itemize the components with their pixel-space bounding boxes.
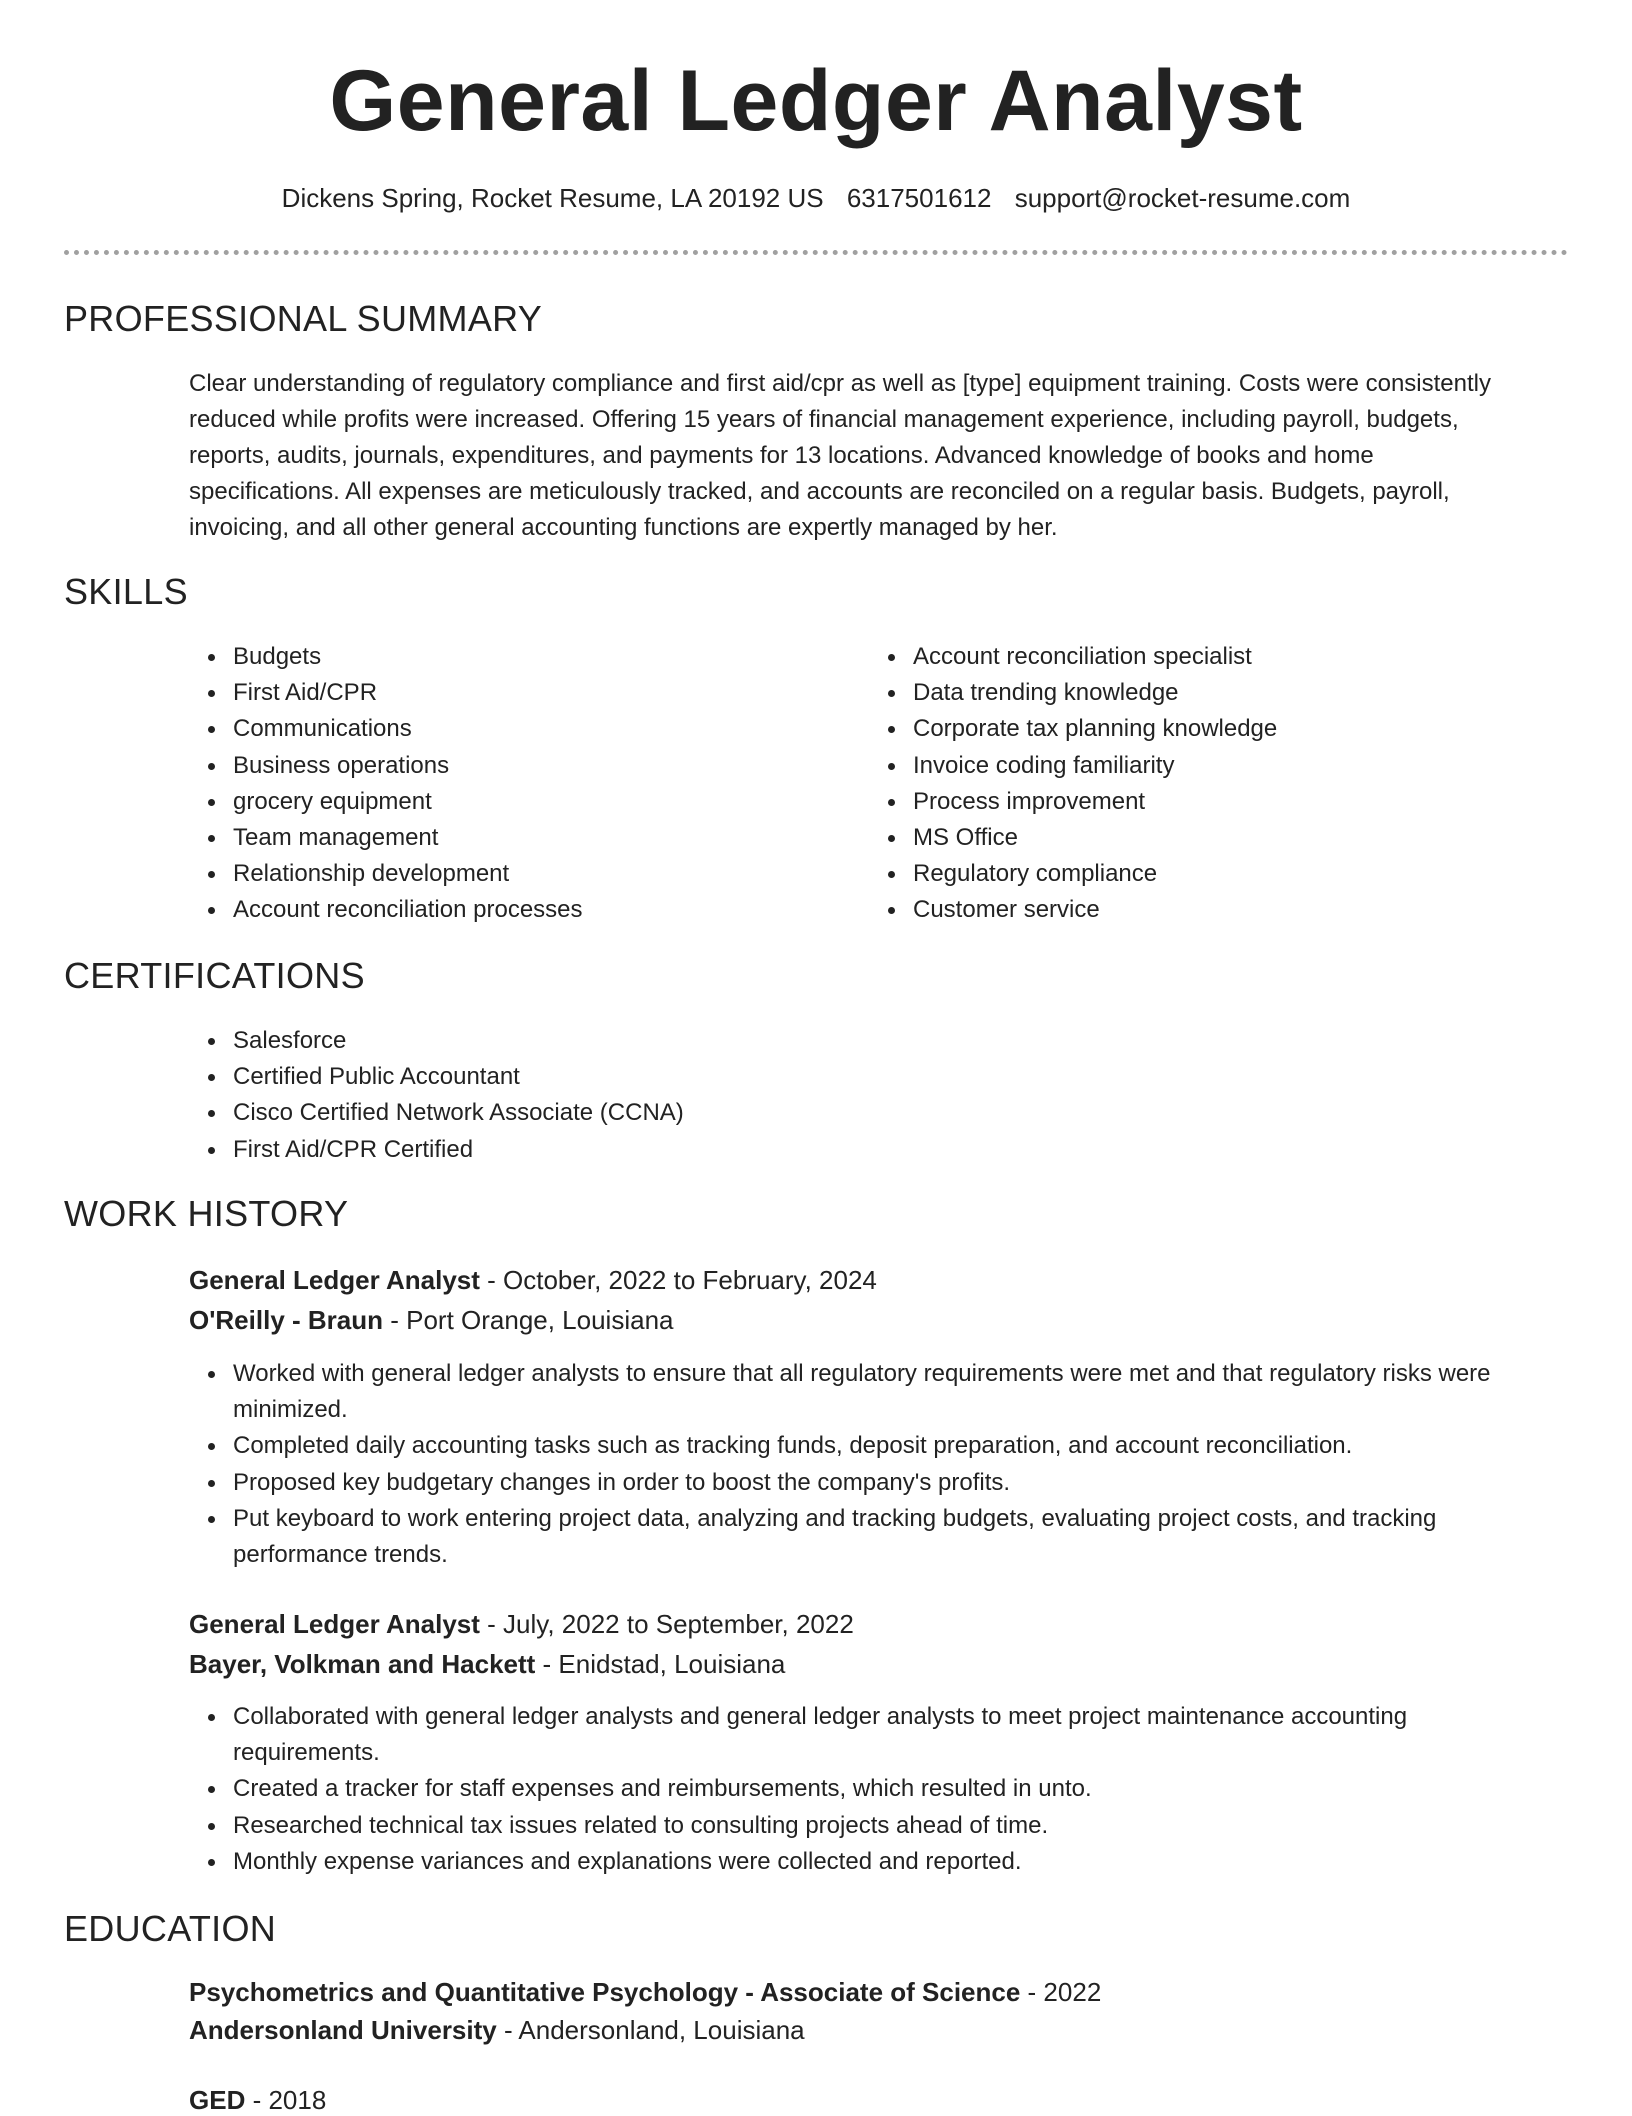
certification-item: Salesforce <box>233 1023 1533 1059</box>
job-location: - Port Orange, Louisiana <box>383 1305 674 1335</box>
education-location: - Andersonland, Louisiana <box>496 2015 805 2045</box>
bullet-line: Researched technical tax issues related to consulting projects ahead of time. <box>233 1811 1049 1839</box>
skill-item: Relationship development <box>233 856 853 892</box>
education-degree: Psychometrics and Quantitative Psychology - Associate of Science <box>189 1977 1021 2007</box>
bullet-line: Proposed key budgetary changes in order to boost the company's profits. <box>233 1468 1011 1496</box>
summary-line: reduced while profits were increased. Offering 15 years of financial management experience, including payroll, budgets, <box>189 406 1459 433</box>
job-bullets <box>189 1699 1593 1880</box>
skills-list-right <box>869 639 1573 929</box>
skill-item: Business operations <box>233 748 853 784</box>
email-link[interactable]: support@rocket-resume.com <box>1014 183 1351 213</box>
job-bullet <box>233 1428 1593 1464</box>
summary-line: reports, audits, journals, expenditures, and payments for 13 locations. Advanced knowledge of books and home <box>189 442 1374 469</box>
bullet-line: Created a tracker for staff expenses and reimbursements, which resulted in unto. <box>233 1775 1092 1803</box>
bullet-line: Collaborated with general ledger analysts and general ledger analysts to meet project maintenance accounting <box>233 1703 1408 1730</box>
header-divider <box>64 250 1568 255</box>
education-school: Andersonland University <box>189 2015 497 2045</box>
certifications-heading: CERTIFICATIONS <box>64 955 365 996</box>
bullet-line: performance trends. <box>233 1541 448 1569</box>
job-bullet <box>233 1501 1593 1573</box>
job-bullet <box>233 1808 1593 1844</box>
job-dates: - July, 2022 to September, 2022 <box>479 1609 854 1639</box>
job-company-line <box>189 1305 674 1336</box>
bullet-line: Monthly expense variances and explanations were collected and reported. <box>233 1847 1022 1875</box>
job-bullet <box>233 1356 1593 1428</box>
certification-item: Certified Public Accountant <box>233 1059 1533 1095</box>
skill-item: MS Office <box>913 820 1573 856</box>
job-bullet <box>233 1465 1593 1501</box>
work-history-heading: WORK HISTORY <box>64 1193 349 1234</box>
job-title-line <box>189 1265 877 1296</box>
skill-item: Account reconciliation processes <box>233 892 853 928</box>
summary-heading: PROFESSIONAL SUMMARY <box>64 298 543 339</box>
phone: 6317501612 <box>846 183 992 213</box>
education-school-line <box>189 2015 805 2046</box>
skills-list-left <box>189 639 853 929</box>
summary-text <box>189 366 1569 546</box>
skill-item: Data trending knowledge <box>913 675 1573 711</box>
bullet-line: requirements. <box>233 1739 380 1767</box>
job-role: General Ledger Analyst <box>189 1609 480 1639</box>
skill-item: Regulatory compliance <box>913 856 1573 892</box>
summary-line: specifications. All expenses are meticulously tracked, and accounts are reconciled on a regular basis. Budgets, payroll, <box>189 478 1450 505</box>
job-role: General Ledger Analyst <box>189 1265 480 1295</box>
education-year: - 2022 <box>1020 1977 1102 2007</box>
skill-item: Invoice coding familiarity <box>913 748 1573 784</box>
job-company: Bayer, Volkman and Hackett <box>189 1649 536 1679</box>
skill-item: Account reconciliation specialist <box>913 639 1573 675</box>
job-bullet <box>233 1844 1593 1880</box>
bullet-line: minimized. <box>233 1396 348 1424</box>
job-company-line <box>189 1649 785 1680</box>
certifications-list <box>189 1023 1533 1168</box>
skill-item: Customer service <box>913 892 1573 928</box>
education-degree-line <box>189 2085 326 2116</box>
skill-item: Communications <box>233 711 853 747</box>
education-heading: EDUCATION <box>64 1908 277 1949</box>
job-dates: - October, 2022 to February, 2024 <box>479 1265 877 1295</box>
summary-line: Clear understanding of regulatory compliance and first aid/cpr as well as [type] equipment training. Costs were consistently <box>189 370 1491 397</box>
certification-item: Cisco Certified Network Associate (CCNA) <box>233 1095 1533 1131</box>
education-degree-line <box>189 1977 1101 2008</box>
job-bullets <box>189 1356 1593 1573</box>
job-bullet <box>233 1771 1593 1807</box>
bullet-line: Worked with general ledger analysts to ensure that all regulatory requirements were met and that regulatory risks were <box>233 1360 1491 1387</box>
skill-item: Corporate tax planning knowledge <box>913 711 1573 747</box>
education-degree: GED <box>189 2085 246 2115</box>
skill-item: Process improvement <box>913 784 1573 820</box>
address: Dickens Spring, Rocket Resume, LA 20192 US <box>281 183 824 213</box>
certification-item: First Aid/CPR Certified <box>233 1132 1533 1168</box>
bullet-line: Put keyboard to work entering project data, analyzing and tracking budgets, evaluating project costs, and tracking <box>233 1504 1437 1532</box>
job-bullet <box>233 1699 1593 1771</box>
skill-item: First Aid/CPR <box>233 675 853 711</box>
education-year: - 2018 <box>245 2085 327 2115</box>
skill-item: Team management <box>233 820 853 856</box>
resume-name: General Ledger Analyst <box>329 53 1303 149</box>
job-title-line <box>189 1609 854 1640</box>
job-location: - Enidstad, Louisiana <box>535 1649 786 1679</box>
contact-line <box>0 183 1632 214</box>
skills-heading: SKILLS <box>64 571 188 612</box>
skill-item: Budgets <box>233 639 853 675</box>
skill-item: grocery equipment <box>233 784 853 820</box>
bullet-line: Completed daily accounting tasks such as tracking funds, deposit preparation, and account reconciliation. <box>233 1432 1353 1460</box>
summary-line: invoicing, and all other general accounting functions are expertly managed by her. <box>189 514 1058 541</box>
job-company: O'Reilly - Braun <box>189 1305 383 1335</box>
